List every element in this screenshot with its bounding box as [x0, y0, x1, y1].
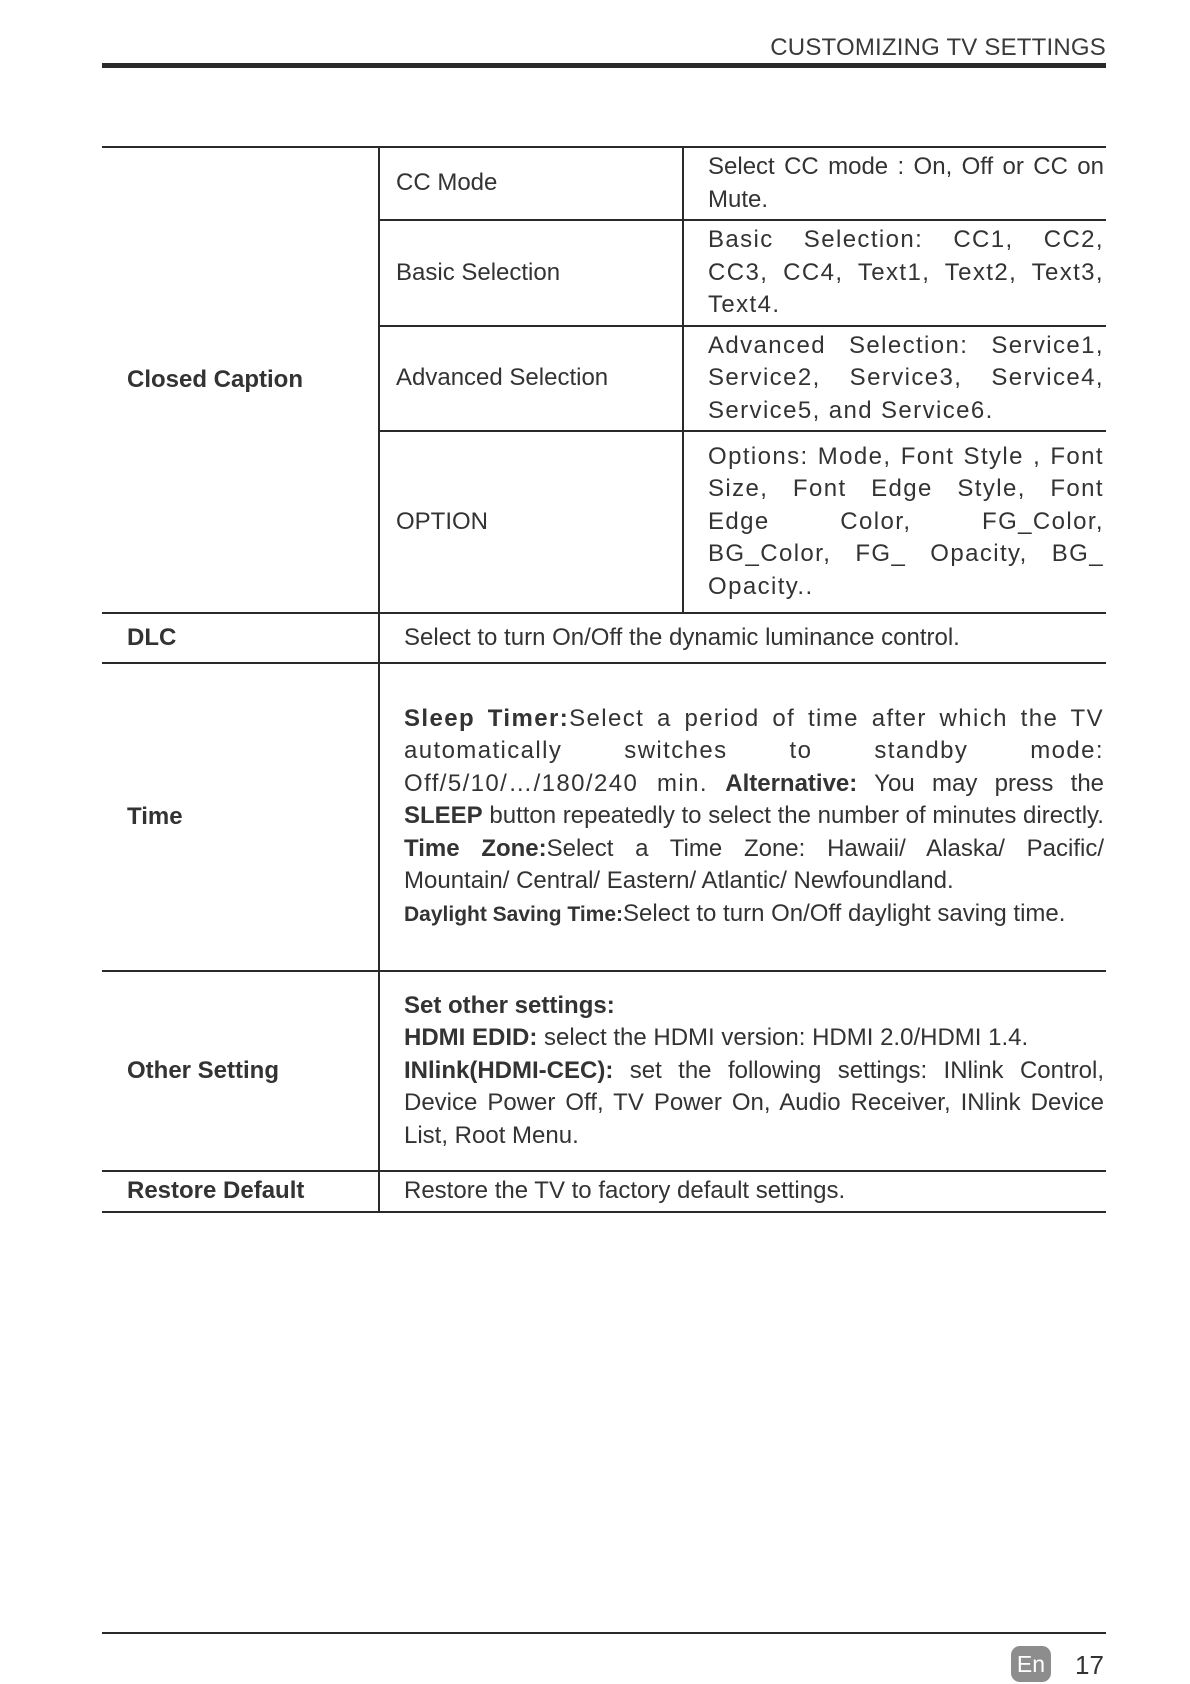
dst-paragraph — [404, 898, 1104, 932]
hdmi-edid-title: HDMI EDID: — [404, 1024, 538, 1052]
language-badge: En — [1011, 1646, 1051, 1682]
hdmi-edid-paragraph — [404, 1022, 1104, 1055]
desc-time — [379, 663, 1106, 971]
item-cc-mode: CC Mode — [379, 147, 683, 220]
desc-option: Options: Mode, Font Style , Font Size, Font Edge Style, Font Edge Color, FG_Color, BG_Color, FG_ Opacity, BG_ Opacity.. — [683, 431, 1106, 613]
other-intro: Set other settings: — [404, 991, 615, 1019]
inlink-text: set the following settings: INlink Control, Device Power Off, TV Power On, Audio Receiver, INlink Device List, Root Menu. — [404, 1056, 1105, 1149]
time-zone-text: Select a Time Zone: Hawaii/ Alaska/ Pacific/ Mountain/ Central/ Eastern/ Atlantic/ Newfoundland. — [404, 834, 1104, 895]
item-advanced-selection: Advanced Selection — [379, 326, 683, 432]
alternative-text-2: button repeatedly to select the number of minutes directly. — [489, 802, 1104, 830]
sleep-timer-text: Select a period of time after which the TV automatically switches to standby mode: Off/5/10/…/180/240 min. — [404, 704, 1104, 797]
item-option: OPTION — [379, 431, 683, 613]
table-row — [102, 147, 1106, 220]
category-dlc: DLC — [102, 613, 379, 663]
desc-advanced-selection: Advanced Selection: Service1, Service2, Service3, Service4, Service5, and Service6. — [683, 326, 1106, 432]
sleep-timer-paragraph — [404, 703, 1104, 833]
desc-cc-mode: Select CC mode : On, Off or CC on Mute. — [683, 147, 1106, 220]
page-header-title: CUSTOMIZING TV SETTINGS — [770, 34, 1106, 61]
dst-text: Select to turn On/Off daylight saving time. — [623, 899, 1066, 927]
desc-basic-selection: Basic Selection: CC1, CC2, CC3, CC4, Text1, Text2, Text3, Text4. — [683, 220, 1106, 326]
sleep-timer-title: Sleep Timer: — [404, 704, 570, 732]
page-number: 17 — [1075, 1650, 1104, 1680]
time-zone-paragraph — [404, 833, 1104, 898]
item-basic-selection: Basic Selection — [379, 220, 683, 326]
footer-rule — [102, 1632, 1106, 1634]
desc-restore-default: Restore the TV to factory default settings. — [379, 1171, 1106, 1212]
category-closed-caption: Closed Caption — [102, 147, 379, 613]
time-zone-title: Time Zone: — [404, 834, 547, 862]
table-row — [102, 613, 1106, 663]
desc-other-setting — [379, 971, 1106, 1171]
alternative-text-1: You may press the — [874, 769, 1105, 797]
category-other-setting: Other Setting — [102, 971, 379, 1171]
inlink-paragraph — [404, 1055, 1104, 1153]
category-restore-default: Restore Default — [102, 1171, 379, 1212]
desc-dlc: Select to turn On/Off the dynamic luminance control. — [379, 613, 1106, 663]
sleep-button-label: SLEEP — [404, 802, 483, 830]
table-row — [102, 663, 1106, 971]
inlink-title: INlink(HDMI-CEC): — [404, 1056, 614, 1084]
settings-table — [102, 146, 1106, 1213]
table-row — [102, 1171, 1106, 1212]
header-rule — [102, 63, 1106, 68]
category-time: Time — [102, 663, 379, 971]
table-row — [102, 971, 1106, 1171]
dst-title: Daylight Saving Time: — [404, 902, 623, 926]
alternative-title: Alternative: — [725, 769, 858, 797]
hdmi-edid-text: select the HDMI version: HDMI 2.0/HDMI 1.4. — [544, 1024, 1029, 1052]
